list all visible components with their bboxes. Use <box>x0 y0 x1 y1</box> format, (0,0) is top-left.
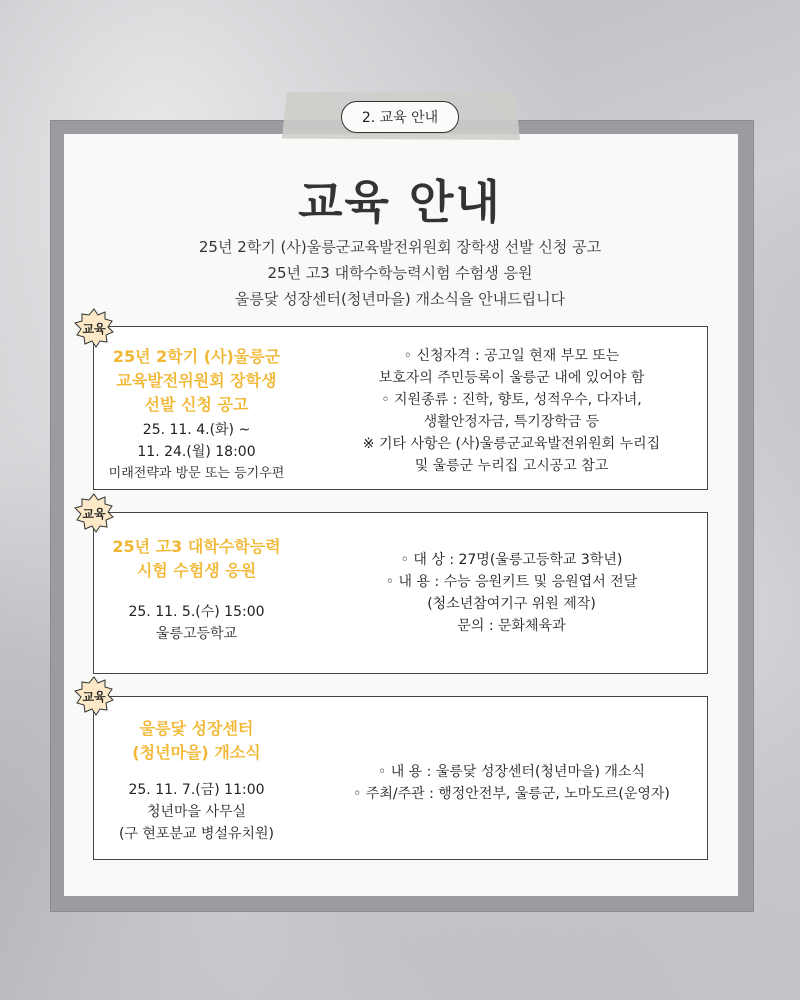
notice-card-scholarship <box>93 326 708 490</box>
card-detail-line: 생활안정자금, 특기장학금 등 <box>423 414 600 430</box>
card-title-line: 25년 2학기 (사)울릉군 <box>112 347 281 366</box>
notice-card-opening-ceremony <box>93 696 708 860</box>
card-left-column <box>94 717 299 845</box>
card-date-line: 11. 24.(월) 18:00 <box>137 444 256 460</box>
card-right-column <box>314 761 709 805</box>
card-detail-line: ◦ 주최/주관 : 행정안전부, 울릉군, 노마도르(운영자) <box>353 786 670 802</box>
card-title-line: (청년마을) 개소식 <box>132 743 261 762</box>
subtitle-line-2: 25년 고3 대학수학능력시험 수험생 응원 <box>267 264 533 282</box>
page-title: 교육 안내 <box>298 175 502 229</box>
card-place-line: 청년마을 사무실 <box>146 804 247 820</box>
card-detail-line: 문의 : 문화체육과 <box>457 618 566 634</box>
card-detail-line: ◦ 내 용 : 수능 응원키트 및 응원엽서 전달 <box>385 574 638 590</box>
card-place-line: (구 현포분교 병설유치원) <box>118 826 275 842</box>
card-title-line: 시험 수험생 응원 <box>136 561 257 580</box>
card-left-column <box>94 535 299 645</box>
card-left-column <box>94 345 299 485</box>
category-badge <box>74 676 114 716</box>
card-method-line: 미래전략과 방문 또는 등기우편 <box>108 466 285 481</box>
category-badge <box>74 308 114 348</box>
card-title-line: 울릉닻 성장센터 <box>139 719 254 738</box>
subtitle-line-1: 25년 2학기 (사)울릉군교육발전위원회 장학생 선발 신청 공고 <box>198 238 602 256</box>
card-detail-line: 및 울릉군 누리집 고시공고 참고 <box>414 458 609 474</box>
badge-label: 교육 <box>82 506 106 521</box>
card-date-line: 25. 11. 5.(수) 15:00 <box>128 604 265 620</box>
badge-label: 교육 <box>82 689 106 704</box>
subtitle-line-3: 울릉닻 성장센터(청년마을) 개소식을 안내드립니다 <box>234 290 566 308</box>
card-detail-line: (청소년참여기구 위원 제작) <box>427 596 596 612</box>
card-date-line: 25. 11. 7.(금) 11:00 <box>128 782 265 798</box>
card-detail-line: ※ 기타 사항은 (사)울릉군교육발전위원회 누리집 <box>362 436 661 452</box>
card-title-line: 선발 신청 공고 <box>144 395 249 414</box>
card-right-column <box>314 549 709 637</box>
card-detail-line: ◦ 내 용 : 울릉닻 성장센터(청년마을) 개소식 <box>378 764 645 780</box>
card-detail-line: 보호자의 주민등록이 울릉군 내에 있어야 함 <box>378 370 645 386</box>
card-detail-line: ◦ 신청자격 : 공고일 현재 부모 또는 <box>403 348 620 364</box>
card-title-line: 교육발전위원회 장학생 <box>116 371 277 390</box>
card-title-line: 25년 고3 대학수학능력 <box>112 537 281 556</box>
badge-label: 교육 <box>82 321 106 336</box>
notice-card-exam-cheer <box>93 512 708 674</box>
category-badge <box>74 493 114 533</box>
card-date-line: 25. 11. 4.(화) ~ <box>142 422 251 438</box>
card-detail-line: ◦ 지원종류 : 진학, 향토, 성적우수, 다자녀, <box>381 392 642 408</box>
card-right-column <box>314 345 709 477</box>
section-tab-label: 2. 교육 안내 <box>341 101 459 133</box>
card-detail-line: ◦ 대 상 : 27명(울릉고등학교 3학년) <box>400 552 623 568</box>
card-place-line: 울릉고등학교 <box>155 626 238 642</box>
